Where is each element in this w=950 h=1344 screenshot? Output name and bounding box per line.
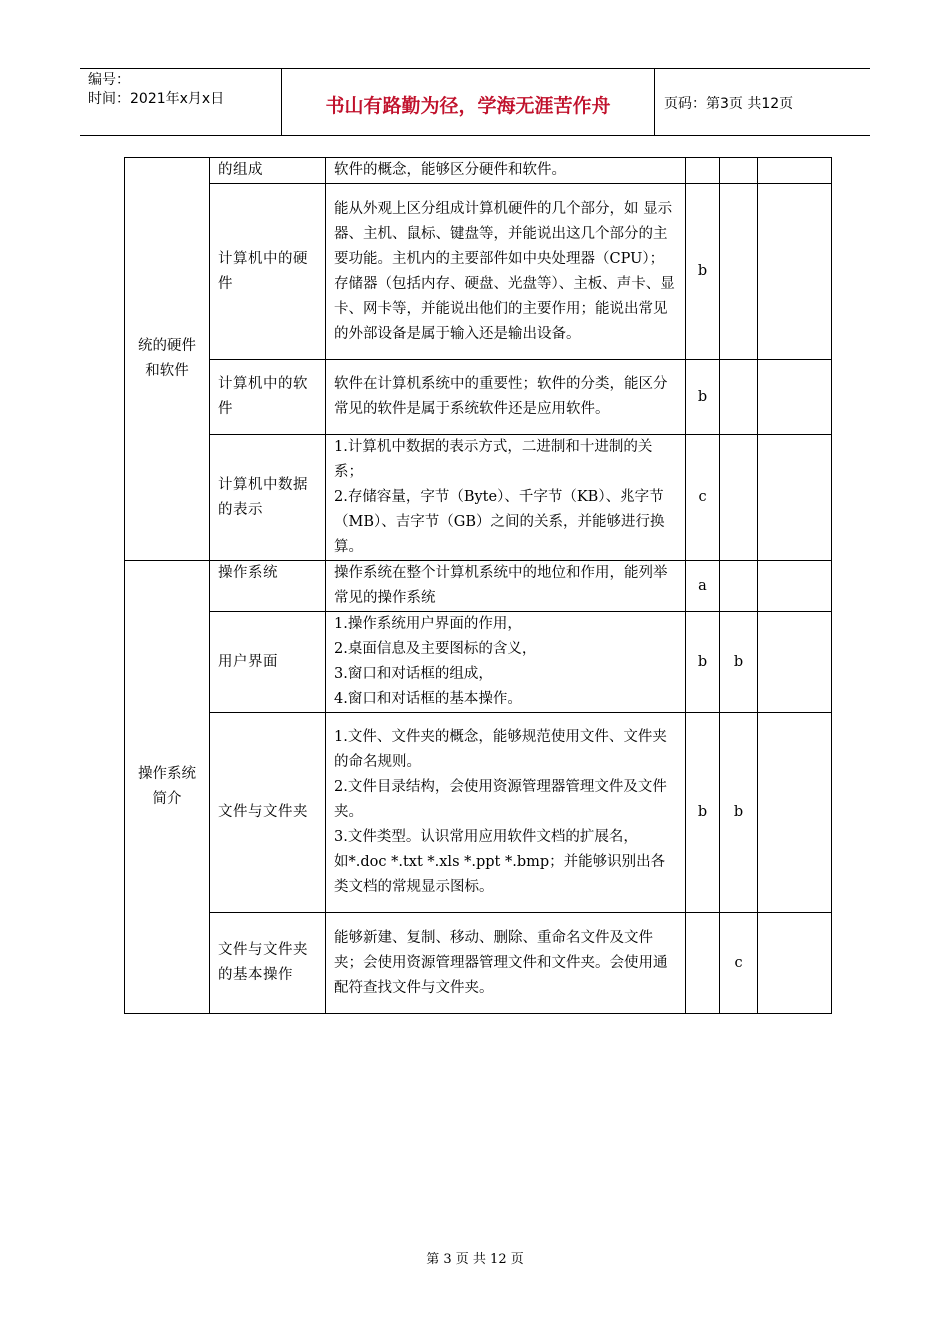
subtopic-cell: 计算机中的硬件 [210, 184, 326, 360]
description-line: 1.文件、文件夹的概念，能够规范使用文件、文件夹的命名规则。 [334, 729, 667, 770]
description-line: 3.窗口和对话框的组成， [334, 666, 493, 682]
level-cell [758, 713, 832, 913]
number-label: 编号： [88, 72, 130, 88]
topic-cell: 操作系统简介 [125, 561, 210, 1014]
description-line: 2.桌面信息及主要图标的含义， [334, 641, 537, 657]
level-cell: a [686, 561, 720, 612]
description-cell [326, 612, 686, 713]
description-line: 2.存储容量，字节（Byte）、千字节（KB）、兆字节（MB）、吉字节（GB）之间的关系，并能够进行换算。 [334, 489, 665, 555]
description-line: 软件的概念，能够区分硬件和软件。 [334, 162, 566, 178]
level-cell [758, 158, 832, 184]
level-cell [758, 913, 832, 1014]
level-cell: b [686, 184, 720, 360]
topic-cell: 统的硬件和软件 [125, 158, 210, 561]
description-line: 2.文件目录结构，会使用资源管理器管理文件及文件夹。 [334, 779, 667, 820]
subtopic-cell: 的组成 [210, 158, 326, 184]
description-cell [326, 158, 686, 184]
date-label: 时间：2021年x月x日 [88, 91, 225, 107]
level-cell [720, 184, 758, 360]
subtopic-cell: 文件与文件夹 [210, 713, 326, 913]
table-row [125, 158, 832, 184]
table-row [125, 913, 832, 1014]
level-cell [758, 435, 832, 561]
level-cell: b [686, 713, 720, 913]
level-cell [720, 158, 758, 184]
description-line: 1.计算机中数据的表示方式，二进制和十进制的关系； [334, 439, 653, 480]
description-cell [326, 184, 686, 360]
level-cell [720, 435, 758, 561]
subtopic-cell: 操作系统 [210, 561, 326, 612]
page-footer: 第 3 页 共 12 页 [426, 1252, 524, 1267]
table-row [125, 561, 832, 612]
level-cell [686, 913, 720, 1014]
level-cell: b [720, 612, 758, 713]
level-cell: b [686, 612, 720, 713]
level-cell [686, 158, 720, 184]
page-header [80, 68, 870, 136]
syllabus-table [124, 157, 832, 1014]
description-cell [326, 713, 686, 913]
header-page-label: 页码：第3页 共12页 [664, 96, 794, 112]
table-row [125, 713, 832, 913]
description-line: 能从外观上区分组成计算机硬件的几个部分，如 显示器、主机、鼠标、键盘等，并能说出这几个部分的主要功能。主机内的主要部件如中央处理器（CPU）；存储器（包括内存、硬盘、光盘等）、主板、声卡、显卡、网卡等，并能说出他们的主要作用；能说出常见的外部设备是属于输入还是输出设备。 [334, 200, 675, 342]
level-cell [720, 360, 758, 435]
description-cell [326, 561, 686, 612]
description-cell [326, 360, 686, 435]
table-row [125, 435, 832, 561]
level-cell: c [720, 913, 758, 1014]
table-row [125, 360, 832, 435]
description-line: 4.窗口和对话框的基本操作。 [334, 691, 522, 707]
header-motto: 书山有路勤为径，学海无涯苦作舟 [325, 95, 611, 117]
table-row [125, 184, 832, 360]
header-divider [654, 69, 655, 135]
header-meta [88, 71, 224, 109]
level-cell: c [686, 435, 720, 561]
subtopic-cell: 计算机中的软件 [210, 360, 326, 435]
level-cell [758, 561, 832, 612]
description-line: 3.文件类型。认识常用应用软件文档的扩展名， [334, 829, 638, 845]
description-cell [326, 913, 686, 1014]
description-line: 软件在计算机系统中的重要性；软件的分类，能区分常见的软件是属于系统软件还是应用软件。 [334, 376, 668, 417]
subtopic-cell: 文件与文件夹的基本操作 [210, 913, 326, 1014]
level-cell [758, 360, 832, 435]
description-cell [326, 435, 686, 561]
level-cell [720, 561, 758, 612]
level-cell [758, 184, 832, 360]
level-cell [758, 612, 832, 713]
description-line: 1.操作系统用户界面的作用， [334, 616, 522, 632]
level-cell: b [720, 713, 758, 913]
description-line: 如*.doc *.txt *.xls *.ppt *.bmp；并能够识别出各类文档的常规显示图标。 [334, 854, 666, 895]
subtopic-cell: 计算机中数据的表示 [210, 435, 326, 561]
subtopic-cell: 用户界面 [210, 612, 326, 713]
table-row [125, 612, 832, 713]
level-cell: b [686, 360, 720, 435]
description-line: 操作系统在整个计算机系统中的地位和作用，能列举常见的操作系统 [334, 565, 668, 606]
description-line: 能够新建、复制、移动、删除、重命名文件及文件夹；会使用资源管理器管理文件和文件夹。会使用通配符查找文件与文件夹。 [334, 929, 668, 996]
